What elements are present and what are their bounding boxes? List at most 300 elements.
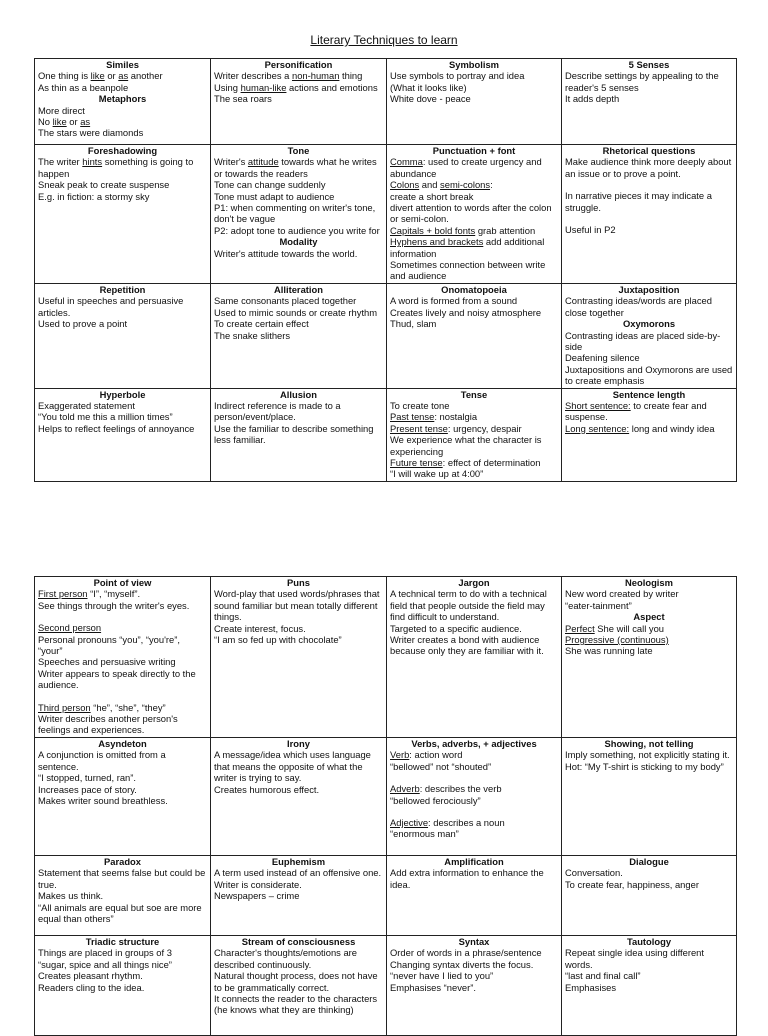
text-segment: : used to create urgency and abundance (390, 156, 542, 179)
text-segment: towards what he writes or towards the readers (214, 156, 377, 179)
technique-cell-syntax (387, 935, 562, 1035)
underlined-term: Future tense (390, 456, 443, 468)
description-line (390, 400, 558, 411)
description-line (390, 93, 558, 104)
description-line (565, 352, 733, 363)
table-row (35, 935, 737, 1035)
description-line (214, 623, 383, 634)
technique-title: Similes (106, 59, 139, 70)
text-segment: “You told me this a million times” (38, 411, 173, 423)
blank-line (565, 179, 733, 190)
description-line (565, 623, 733, 634)
text-segment: Newspapers – crime (214, 890, 300, 902)
description-line (565, 970, 733, 981)
blank-line (38, 691, 207, 702)
text-segment: To create certain effect (214, 318, 309, 330)
text-segment: Writer creates a bond with audience because only they are familiar with it. (390, 634, 544, 657)
underlined-term: Adjective (390, 816, 429, 828)
underlined-term: Verb (390, 749, 410, 761)
description-line (390, 318, 558, 329)
description-line (214, 749, 383, 783)
text-segment: Writer is considerate. (214, 878, 302, 890)
description-line (214, 93, 383, 104)
text-segment: A technical term to do with a technical field that people outside the field may find difficult to understand. (390, 588, 547, 623)
description-line (390, 295, 558, 306)
text-segment: “I am so fed up with chocolate” (214, 634, 342, 646)
text-segment: divert attention to words after the colon or semi-colon. (390, 202, 552, 225)
text-segment: The snake slithers (214, 329, 291, 341)
technique-cell-verbs-adverbs-adjectives (387, 737, 562, 855)
text-segment: : describes a noun (428, 816, 505, 828)
text-segment: Natural thought process, does not have to be grammatically correct. (214, 970, 378, 993)
text-segment: The stars were diamonds (38, 127, 144, 139)
text-segment: A conjunction is omitted from a sentence. (38, 749, 166, 772)
description-line (390, 959, 558, 970)
technique-title: Asyndeton (98, 737, 147, 749)
text-segment: Used to mimic sounds or create rhythm (214, 306, 378, 318)
description-line (565, 190, 733, 213)
text-segment: to create fear and suspense. (565, 399, 707, 423)
text-segment: No (38, 116, 53, 128)
underlined-term: Capitals + bold fonts (390, 224, 476, 236)
description-line (565, 600, 733, 611)
description-line (390, 411, 558, 422)
description-line (390, 156, 558, 179)
technique-title: Symbolism (448, 59, 499, 70)
description-line (38, 959, 207, 970)
technique-cell-stream-of-consciousness (211, 935, 387, 1035)
technique-cell-paradox (35, 855, 211, 935)
technique-cell-alliteration (211, 283, 387, 388)
text-segment: Emphasises (565, 981, 617, 993)
description-line (38, 105, 207, 116)
description-line (214, 970, 383, 993)
text-segment: Readers cling to the idea. (38, 981, 145, 993)
description-line (38, 890, 207, 901)
description-line (38, 318, 207, 329)
text-segment: It adds depth (565, 93, 620, 105)
underlined-term: First person (38, 588, 88, 600)
text-segment: Used to prove a point (38, 318, 128, 330)
description-line (38, 295, 207, 318)
text-segment: The sea roars (214, 93, 272, 105)
underlined-term: attitude (247, 156, 279, 168)
text-segment: “I will wake up at 4:00” (390, 468, 484, 480)
technique-cell-onomatopoeia (387, 283, 562, 388)
description-line (390, 828, 558, 839)
description-line (38, 634, 207, 657)
description-line (390, 982, 558, 993)
text-segment: Useful in P2 (565, 224, 616, 236)
technique-cell-5-senses (562, 59, 737, 145)
text-segment: Creates pleasant rhythm. (38, 970, 143, 982)
text-segment: Makes us think. (38, 890, 104, 902)
text-segment: Using (214, 81, 241, 93)
description-line (38, 867, 207, 890)
text-segment: More direct (38, 104, 85, 116)
technique-title: Tone (287, 145, 310, 156)
text-segment: As thin as a beanpole (38, 81, 129, 93)
text-segment: Hot: “My T-shirt is sticking to my body” (565, 760, 724, 772)
text-segment: : urgency, despair (447, 422, 522, 434)
text-segment: Word-play that used words/phrases that sound familiar but mean totally different things. (214, 588, 380, 623)
description-line (390, 947, 558, 958)
technique-cell-sentence-length (562, 388, 737, 481)
text-segment: The writer (38, 156, 83, 168)
description-line (214, 634, 383, 645)
text-segment: Juxtapositions and Oxymorons are used to create emphasis (565, 363, 733, 387)
technique-cell-tense (387, 388, 562, 481)
description-line (214, 295, 383, 306)
text-segment: “he”, “she”, “they” (90, 701, 166, 713)
technique-cell-jargon (387, 577, 562, 738)
technique-cell-allusion (211, 388, 387, 481)
text-segment: In narrative pieces it may indicate a struggle. (565, 190, 712, 213)
text-segment: Things are placed in groups of 3 (38, 947, 172, 959)
underlined-term: Short sentence: (565, 399, 631, 411)
text-segment: “bellowed ferociously” (390, 794, 481, 806)
text-segment: another (128, 70, 163, 82)
description-line (390, 307, 558, 318)
technique-title: Tautology (626, 935, 672, 947)
technique-title: Hyperbole (99, 388, 146, 400)
blank-line (565, 213, 733, 224)
description-line (565, 295, 733, 318)
description-line (390, 867, 558, 890)
description-line (390, 457, 558, 468)
underlined-term: Comma (390, 156, 423, 168)
description-line (38, 784, 207, 795)
description-line (390, 634, 558, 657)
technique-cell-tautology (562, 935, 737, 1035)
description-line (565, 645, 733, 656)
table-row (35, 145, 737, 284)
text-segment: add additional information (390, 236, 545, 259)
technique-title: Sentence length (612, 388, 686, 400)
technique-cell-symbolism (387, 59, 562, 145)
text-segment: We experience what the character is experiencing (390, 434, 542, 457)
technique-title: Alliteration (274, 283, 323, 295)
text-segment: She was running late (565, 645, 653, 657)
technique-cell-dialogue (562, 855, 737, 935)
table-row (35, 577, 737, 738)
text-segment: Makes writer sound breathless. (38, 794, 168, 806)
text-segment: Use symbols to portray and idea (390, 70, 525, 82)
description-line (390, 236, 558, 259)
underlined-term: as (80, 116, 91, 128)
table-row (35, 855, 737, 935)
description-line (38, 656, 207, 667)
technique-title: Amplification (444, 855, 504, 867)
description-line (390, 623, 558, 634)
description-line (565, 634, 733, 645)
text-segment: or (104, 70, 119, 82)
technique-title: Point of view (93, 577, 152, 588)
technique-cell-foreshadowing (35, 145, 211, 284)
table-row (35, 388, 737, 481)
technique-title: Tense (460, 388, 488, 400)
description-line (38, 795, 207, 806)
description-line (390, 749, 558, 760)
underlined-term: Progressive (continuous) (565, 634, 669, 646)
description-line (38, 156, 207, 179)
technique-cell-irony (211, 737, 387, 855)
technique-title: Triadic structure (85, 935, 160, 947)
description-line (390, 70, 558, 81)
description-line (390, 434, 558, 457)
text-segment: “sugar, spice and all things nice” (38, 958, 172, 970)
description-line (214, 890, 383, 901)
description-line (214, 248, 383, 259)
technique-cell-showing-not-telling (562, 737, 737, 855)
description-line (565, 156, 733, 179)
technique-cell-puns (211, 577, 387, 738)
text-segment: actions and emotions (286, 81, 378, 93)
technique-cell-neologism (562, 577, 737, 738)
description-line (214, 225, 383, 236)
technique-title: Metaphors (98, 93, 147, 105)
technique-title: Jargon (458, 577, 490, 588)
text-segment: Emphasises “never”. (390, 981, 476, 993)
text-segment: “I”, “myself”. (87, 588, 141, 600)
description-line (565, 423, 733, 434)
text-segment: long and windy idea (629, 422, 715, 434)
technique-cell-asyndeton (35, 737, 211, 855)
description-line (214, 330, 383, 341)
underlined-term: Adverb (390, 783, 420, 795)
description-line (390, 817, 558, 828)
text-segment: Deafening silence (565, 352, 640, 364)
description-line (565, 588, 733, 599)
underlined-term: Hyphens and brackets (390, 236, 484, 248)
description-line (38, 423, 207, 434)
underlined-term: Perfect (565, 622, 595, 634)
text-segment: Useful in speeches and persuasive articles. (38, 295, 184, 318)
technique-title: Modality (279, 236, 318, 248)
description-line (214, 993, 383, 1016)
text-segment: Writer describes a (214, 70, 292, 82)
technique-title: Personification (264, 59, 333, 70)
table-row (35, 283, 737, 388)
text-segment: Use the familiar to describe something less familiar. (214, 422, 374, 446)
text-segment: New word created by writer (565, 588, 679, 600)
text-segment: Describe settings by appealing to the reader's 5 senses (565, 70, 719, 93)
blank-line (390, 806, 558, 817)
description-line (38, 772, 207, 783)
text-segment: Sometimes connection between write and audience (390, 259, 546, 282)
technique-title: Neologism (625, 577, 673, 588)
underlined-term: Present tense (390, 422, 448, 434)
underlined-term: Third person (38, 701, 91, 713)
description-line (565, 70, 733, 93)
description-line (565, 224, 733, 235)
text-segment: Indirect reference is made to a person/event/place. (214, 399, 341, 423)
description-line (38, 622, 207, 633)
text-segment: Thud, slam (390, 318, 437, 330)
text-segment: Imply something, not explicitly stating it. (565, 749, 730, 761)
text-segment: White dove - peace (390, 93, 471, 105)
text-segment: “eater-tainment” (565, 599, 632, 611)
text-segment: Writer appears to speak directly to the audience. (38, 667, 196, 691)
text-segment: Order of words in a phrase/sentence (390, 947, 542, 959)
text-segment: something is going to happen (38, 156, 194, 179)
description-line (38, 947, 207, 958)
text-segment: “All animals are equal but soe are more equal than others” (38, 901, 202, 924)
description-line (214, 82, 383, 93)
text-segment: Contrasting ideas are placed side-by-side (565, 329, 721, 352)
text-segment: “I stopped, turned, ran”. (38, 772, 136, 784)
table-row (35, 737, 737, 855)
blank-line (38, 611, 207, 622)
technique-title: Punctuation + font (432, 145, 516, 156)
description-line (214, 947, 383, 970)
text-segment: Same consonants placed together (214, 295, 357, 307)
technique-title: Foreshadowing (87, 145, 158, 156)
description-line (390, 82, 558, 93)
technique-title: 5 Senses (628, 59, 670, 70)
technique-title: Allusion (280, 388, 317, 400)
description-line (38, 70, 207, 81)
technique-cell-euphemism (211, 855, 387, 935)
description-line (214, 867, 383, 878)
text-segment: A term used instead of an offensive one. (214, 867, 382, 879)
text-segment: Character's thoughts/emotions are described continuously. (214, 947, 358, 970)
description-line (214, 307, 383, 318)
text-segment: Sneak peak to create suspense (38, 179, 170, 191)
description-line (390, 783, 558, 794)
text-segment: Repeat single idea using different words. (565, 947, 704, 970)
description-line (565, 947, 733, 970)
description-line (390, 468, 558, 479)
description-line (38, 411, 207, 422)
technique-title: Syntax (458, 935, 490, 947)
underlined-term: semi-colons (440, 179, 491, 191)
description-line (38, 702, 207, 713)
text-segment: Helps to reflect feelings of annoyance (38, 422, 195, 434)
description-line (390, 225, 558, 236)
description-line (38, 116, 207, 127)
technique-title: Oxymorons (622, 318, 676, 330)
technique-title: Euphemism (271, 855, 326, 867)
description-line (38, 970, 207, 981)
description-line (214, 70, 383, 81)
underlined-term: human-like (240, 81, 287, 93)
text-segment: See things through the writer's eyes. (38, 599, 190, 611)
technique-title: Rhetorical questions (602, 145, 696, 156)
description-line (38, 127, 207, 138)
text-segment: P1: when commenting on writer's tone, don't be vague (214, 202, 376, 225)
text-segment: Add extra information to enhance the idea. (390, 867, 544, 890)
text-segment: grab attention (475, 224, 536, 236)
underlined-term: as (118, 70, 129, 82)
description-line (565, 93, 733, 104)
technique-cell-amplification (387, 855, 562, 935)
description-line (390, 761, 558, 772)
underlined-term: like (90, 70, 105, 82)
text-segment: “bellowed” not “shouted” (390, 760, 492, 772)
underlined-term: Long sentence: (565, 422, 630, 434)
description-line (38, 668, 207, 691)
text-segment: and (419, 179, 441, 191)
text-segment: or (66, 116, 81, 128)
text-segment: Writer's (214, 156, 248, 168)
description-line (214, 784, 383, 795)
technique-cell-hyperbole (35, 388, 211, 481)
description-line (565, 879, 733, 890)
underlined-term: Second person (38, 622, 102, 634)
technique-title: Irony (287, 737, 310, 749)
text-segment: A word is formed from a sound (390, 295, 518, 307)
text-segment: Creates humorous effect. (214, 783, 320, 795)
blank-line (390, 772, 558, 783)
techniques-table-2 (34, 576, 737, 1036)
text-segment: : effect of determination (442, 456, 541, 468)
description-line (214, 202, 383, 225)
text-segment: Tone can change suddenly (214, 179, 326, 191)
description-line (214, 318, 383, 329)
text-segment: Conversation. (565, 867, 623, 879)
description-line (38, 588, 207, 599)
text-segment: “never have I lied to you” (390, 970, 494, 982)
description-line (38, 82, 207, 93)
underlined-term: non-human (291, 70, 340, 82)
description-line (38, 713, 207, 736)
technique-title: Juxtaposition (618, 283, 680, 295)
description-line (390, 202, 558, 225)
description-line (214, 423, 383, 446)
description-line (38, 982, 207, 993)
text-segment: A message/idea which uses language that means the opposite of what the writer is trying to say. (214, 749, 371, 784)
text-segment: Tone must adapt to audience (214, 190, 335, 202)
description-line (214, 879, 383, 890)
description-line (214, 179, 383, 190)
description-line (390, 191, 558, 202)
technique-title: Aspect (633, 611, 665, 623)
text-segment: : (490, 179, 493, 191)
text-segment: Exaggerated statement (38, 399, 135, 411)
technique-cell-rhetorical-questions (562, 145, 737, 284)
text-segment: P2: adopt tone to audience you write for (214, 224, 380, 236)
technique-title: Verbs, adverbs, + adjectives (411, 737, 537, 749)
underlined-term: like (52, 116, 67, 128)
technique-title: Dialogue (629, 855, 669, 867)
text-segment: Increases pace of story. (38, 783, 137, 795)
technique-title: Stream of consciousness (241, 935, 356, 947)
underlined-term: hints (82, 156, 103, 168)
description-line (390, 588, 558, 622)
technique-title: Showing, not telling (604, 737, 694, 749)
description-line (38, 902, 207, 925)
description-line (565, 364, 733, 387)
text-segment: Contrasting ideas/words are placed close together (565, 295, 712, 318)
text-segment: “last and final call” (565, 970, 641, 982)
description-line (38, 400, 207, 411)
underlined-term: Past tense (390, 411, 435, 423)
description-line (390, 795, 558, 806)
description-line (390, 259, 558, 282)
text-segment: One thing is (38, 70, 91, 82)
text-segment: Changing syntax diverts the focus. (390, 958, 534, 970)
text-segment: She will call you (594, 622, 665, 634)
text-segment: Speeches and persuasive writing (38, 656, 176, 668)
technique-cell-triadic-structure (35, 935, 211, 1035)
technique-cell-similes (35, 59, 211, 145)
description-line (214, 156, 383, 179)
text-segment: “enormous man” (390, 828, 459, 840)
technique-title: Puns (287, 577, 310, 588)
text-segment: Writer's attitude towards the world. (214, 247, 358, 259)
text-segment: Writer describes another person's feelings and experiences. (38, 713, 178, 736)
